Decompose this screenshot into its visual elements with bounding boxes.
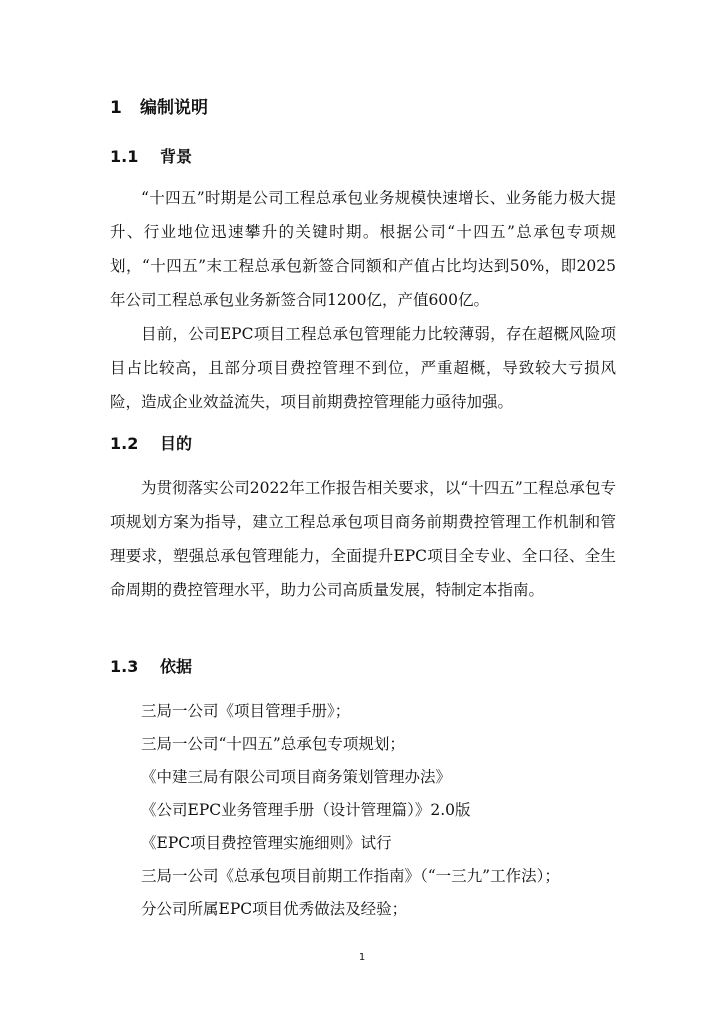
section-number: 1: [110, 98, 122, 118]
basis-item: 分公司所属EPC项目优秀做法及经验；: [141, 900, 408, 918]
basis-item: 三局一公司《总承包项目前期工作指南》（“一三九”工作法）；: [141, 867, 560, 885]
subsection-heading-purpose: [110, 433, 192, 455]
subsection-heading-background: [110, 146, 192, 168]
basis-item: 《公司EPC业务管理手册（设计管理篇）》2.0版: [141, 801, 471, 819]
subsection-number: 1.3: [110, 657, 139, 676]
basis-item: 《EPC项目费控管理实施细则》试行: [141, 834, 392, 852]
basis-list: [141, 695, 621, 926]
subsection-title: 背景: [160, 147, 193, 166]
subsection-title: 依据: [160, 657, 193, 676]
page-number: 1: [358, 952, 366, 963]
subsection-number: 1.2: [110, 434, 139, 453]
subsection-heading-basis: [110, 656, 192, 678]
basis-item: 《中建三局有限公司项目商务策划管理办法》: [141, 768, 452, 786]
section-heading: [110, 96, 208, 120]
background-paragraph-2: 目前，公司EPC项目工程总承包管理能力比较薄弱，存在超概风险项目占比较高，且部分项目费控管理不到位，严重超概，导致较大亏损风险，造成企业效益流失，项目前期费控管理能力亟待加强。: [110, 325, 616, 411]
subsection-title: 目的: [160, 434, 193, 453]
subsection-number: 1.1: [110, 147, 139, 166]
basis-item: 三局一公司《项目管理手册》；: [141, 702, 351, 720]
purpose-paragraph: 为贯彻落实公司2022年工作报告相关要求，以“十四五”工程总承包专项规划方案为指导，建立工程总承包项目商务前期费控管理工作机制和管理要求，塑强总承包管理能力，全面提升EPC项目全专业、全口径、全生命周期的费控管理水平，助力公司高质量发展，特制定本指南。: [110, 479, 616, 599]
section-title: 编制说明: [140, 98, 208, 118]
background-paragraph-1: “十四五”时期是公司工程总承包业务规模快速增长、业务能力极大提升、行业地位迅速攀升的关键时期。根据公司“十四五”总承包专项规划，“十四五”末工程总承包新签合同额和产值占比均达到50%，即2025年公司工程总承包业务新签合同1200亿，产值600亿。: [110, 189, 616, 309]
basis-item: 三局一公司“十四五”总承包专项规划；: [141, 735, 405, 753]
